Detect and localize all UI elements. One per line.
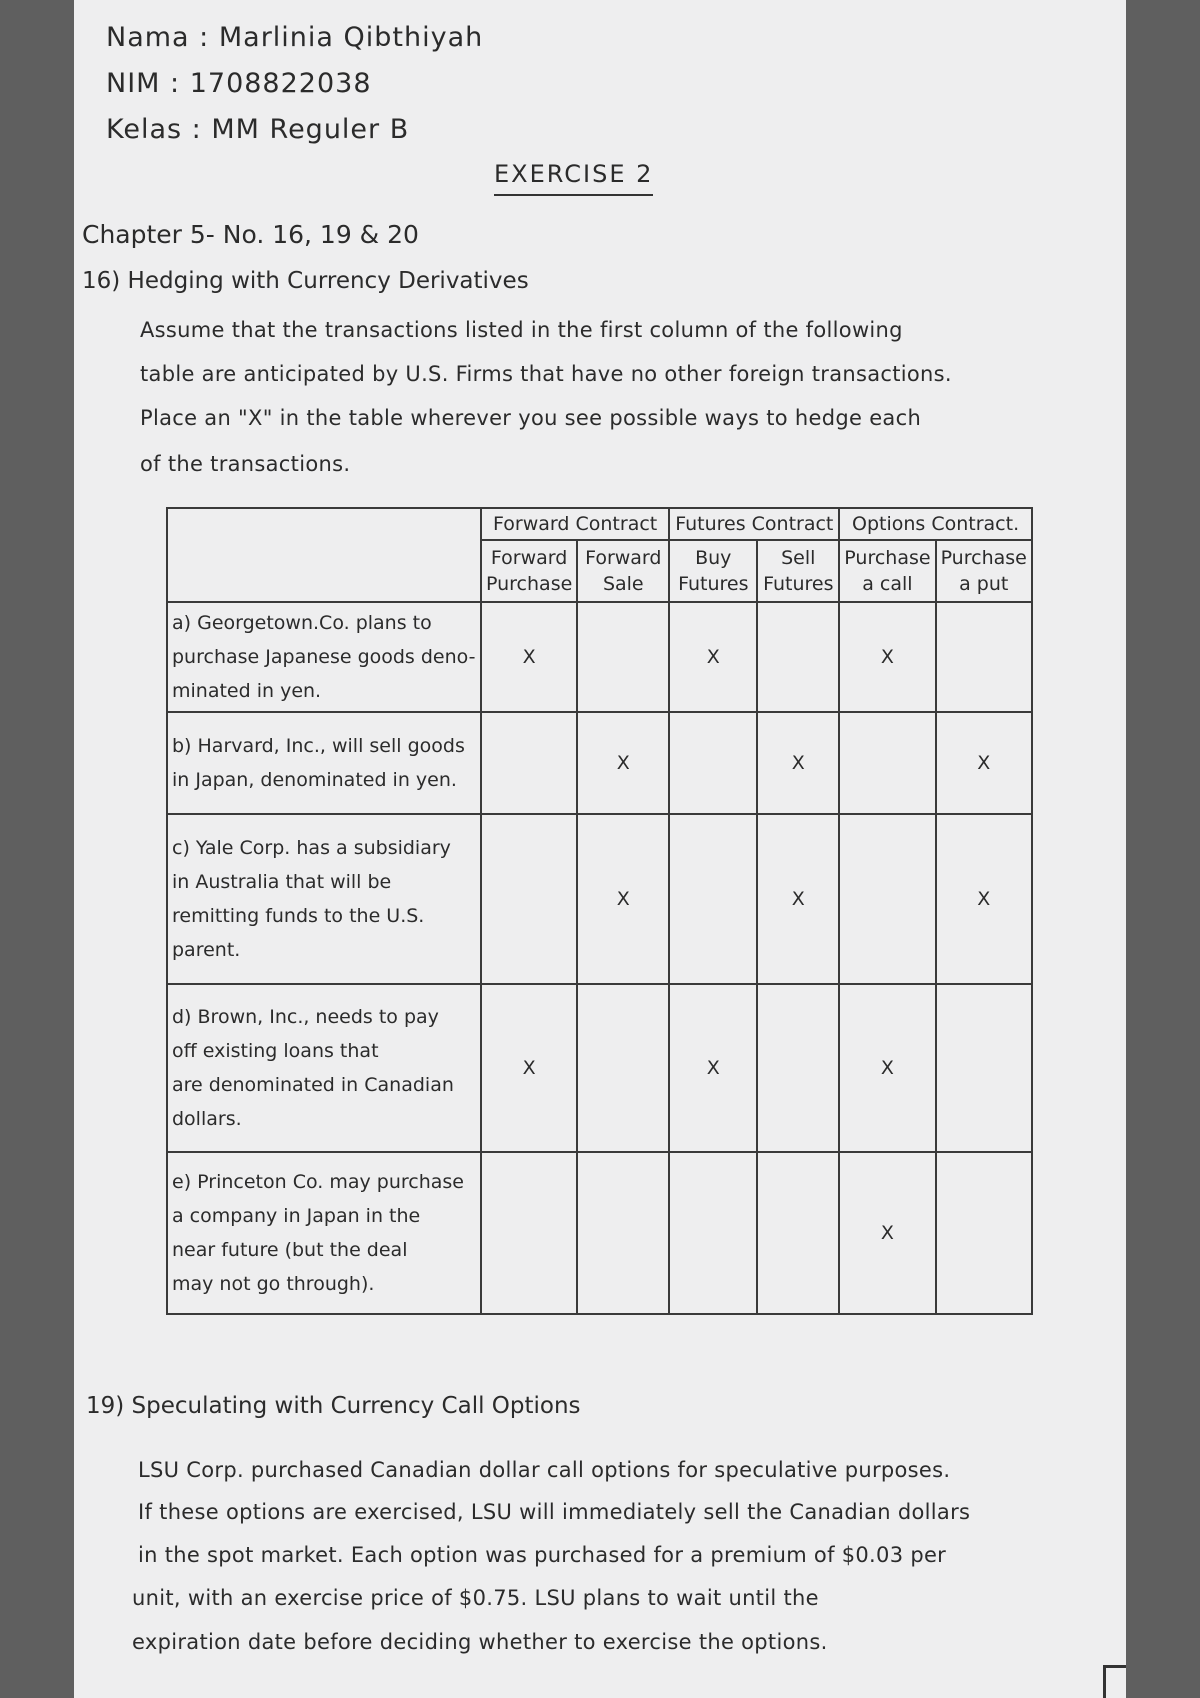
q19-line-5: expiration date before deciding whether to exercise the options.: [132, 1630, 828, 1654]
mark-b-forward-purchase: [481, 712, 577, 814]
subhead-forward-purchase: Forward Purchase: [481, 540, 577, 602]
q19-heading: 19) Speculating with Currency Call Options: [86, 1393, 581, 1419]
mark-a-purchase-put: [936, 602, 1032, 712]
mark-d-purchase-put: [936, 984, 1032, 1152]
group-futures-contract: Futures Contract: [669, 508, 839, 540]
mark-e-forward-purchase: [481, 1152, 577, 1314]
student-name: Nama : Marlinia Qibthiyah: [106, 22, 484, 53]
table-row: [167, 984, 1032, 1152]
mark-e-forward-sale: [577, 1152, 669, 1314]
row-e-label: e) Princeton Co. may purchase a company in Japan in the near future (but the deal may not go through).: [167, 1152, 481, 1314]
group-forward-contract: Forward Contract: [481, 508, 669, 540]
row-c-label: c) Yale Corp. has a subsidiary in Australia that will be remitting funds to the U.S. parent.: [167, 814, 481, 984]
mark-e-buy-futures: [669, 1152, 757, 1314]
q19-line-1: LSU Corp. purchased Canadian dollar call options for speculative purposes.: [138, 1458, 951, 1482]
mark-d-forward-sale: [577, 984, 669, 1152]
mark-c-sell-futures: X: [757, 814, 839, 984]
mark-d-buy-futures: X: [669, 984, 757, 1152]
mark-d-sell-futures: [757, 984, 839, 1152]
chapter-line: Chapter 5- No. 16, 19 & 20: [82, 220, 419, 249]
subhead-sell-futures: Sell Futures: [757, 540, 839, 602]
mark-d-purchase-call: X: [839, 984, 935, 1152]
mark-c-buy-futures: [669, 814, 757, 984]
page-corner-mark: [1103, 1665, 1126, 1698]
mark-c-forward-sale: X: [577, 814, 669, 984]
mark-a-purchase-call: X: [839, 602, 935, 712]
table-row: [167, 712, 1032, 814]
blank-corner-cell: [167, 508, 481, 602]
subhead-purchase-call: Purchase a call: [839, 540, 935, 602]
mark-c-purchase-put: X: [936, 814, 1032, 984]
student-nim: NIM : 1708822038: [106, 68, 372, 99]
q16-line-1: Assume that the transactions listed in the first column of the following: [140, 318, 903, 342]
mark-e-sell-futures: [757, 1152, 839, 1314]
notebook-page: [74, 0, 1126, 1698]
subhead-forward-sale: Forward Sale: [577, 540, 669, 602]
group-header-row: [167, 508, 1032, 540]
row-b-label: b) Harvard, Inc., will sell goods in Japan, denominated in yen.: [167, 712, 481, 814]
mark-b-purchase-put: X: [936, 712, 1032, 814]
mark-c-forward-purchase: [481, 814, 577, 984]
hedging-table: [166, 507, 1033, 1315]
table-row: [167, 602, 1032, 712]
table-row: [167, 1152, 1032, 1314]
exercise-title: EXERCISE 2: [494, 160, 653, 196]
q16-line-2: table are anticipated by U.S. Firms that have no other foreign transactions.: [140, 362, 952, 386]
q16-line-3: Place an "X" in the table wherever you see possible ways to hedge each: [140, 406, 922, 430]
subhead-purchase-put: Purchase a put: [936, 540, 1032, 602]
mark-a-forward-purchase: X: [481, 602, 577, 712]
q19-line-4: unit, with an exercise price of $0.75. LSU plans to wait until the: [132, 1586, 819, 1610]
mark-b-sell-futures: X: [757, 712, 839, 814]
mark-b-forward-sale: X: [577, 712, 669, 814]
mark-e-purchase-call: X: [839, 1152, 935, 1314]
q19-line-2: If these options are exercised, LSU will immediately sell the Canadian dollars: [138, 1500, 971, 1524]
q16-line-4: of the transactions.: [140, 452, 351, 476]
group-options-contract: Options Contract.: [839, 508, 1032, 540]
q19-line-3: in the spot market. Each option was purchased for a premium of $0.03 per: [138, 1543, 947, 1567]
mark-a-buy-futures: X: [669, 602, 757, 712]
mark-b-purchase-call: [839, 712, 935, 814]
table-row: [167, 814, 1032, 984]
mark-e-purchase-put: [936, 1152, 1032, 1314]
mark-d-forward-purchase: X: [481, 984, 577, 1152]
mark-a-forward-sale: [577, 602, 669, 712]
mark-c-purchase-call: [839, 814, 935, 984]
q16-heading: 16) Hedging with Currency Derivatives: [82, 268, 529, 294]
mark-a-sell-futures: [757, 602, 839, 712]
row-a-label: a) Georgetown.Co. plans to purchase Japanese goods deno- minated in yen.: [167, 602, 481, 712]
student-class: Kelas : MM Reguler B: [106, 114, 410, 145]
mark-b-buy-futures: [669, 712, 757, 814]
subhead-buy-futures: Buy Futures: [669, 540, 757, 602]
row-d-label: d) Brown, Inc., needs to pay off existing loans that are denominated in Canadian dollars.: [167, 984, 481, 1152]
